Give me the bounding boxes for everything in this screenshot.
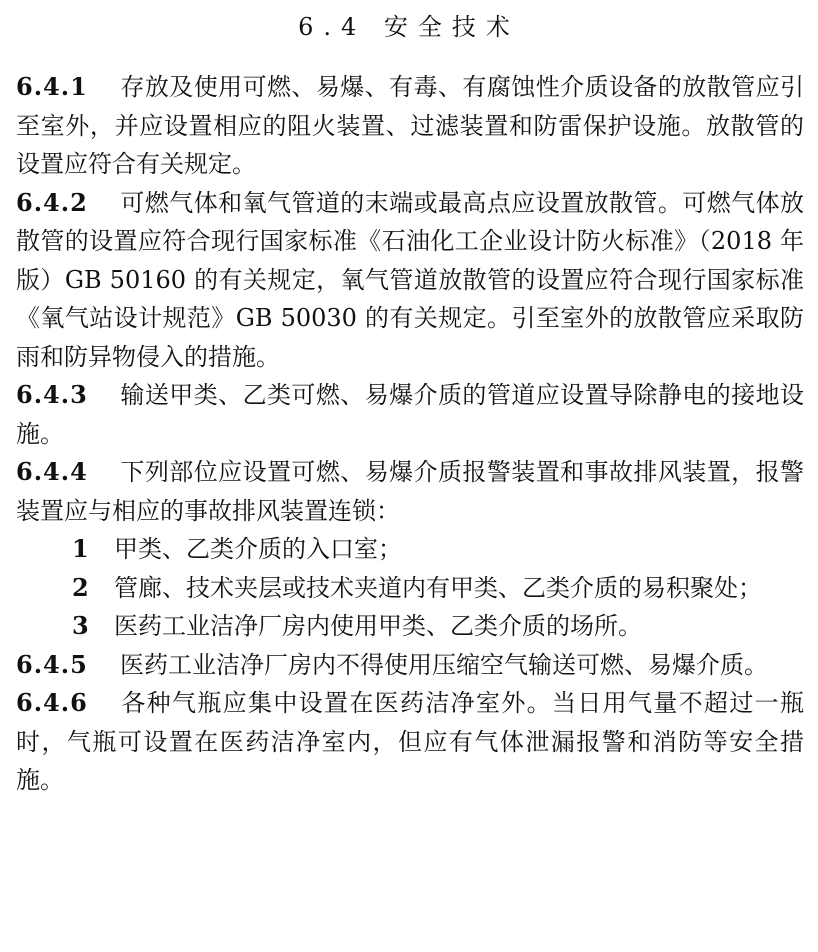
clause-6-4-5: [16, 646, 804, 685]
section-number: 6.4: [298, 13, 367, 41]
section-heading: 安全技术: [383, 13, 520, 41]
clause-6-4-3: [16, 376, 804, 453]
clause-number: 6.4.6: [16, 688, 88, 717]
clause-number: 6.4.5: [16, 649, 88, 679]
list-item-number: 2: [72, 572, 89, 602]
clause-text: 输送甲类、乙类可燃、易爆介质的管道应设置导除静电的接地设施。: [16, 381, 804, 448]
clause-text: 存放及使用可燃、易爆、有毒、有腐蚀性介质设备的放散管应引至室外，并应设置相应的阻火装置、过滤装置和防雷保护设施。放散管的设置应符合有关规定。: [16, 73, 804, 178]
clause-6-4-2: [16, 184, 804, 377]
list-item: [16, 569, 804, 608]
list-item: [16, 530, 804, 569]
clause-6-4-1: [16, 68, 804, 184]
list-item: [16, 607, 804, 646]
section-body: [16, 68, 804, 800]
list-item-text: 甲类、乙类介质的入口室；: [114, 535, 402, 563]
list-item-number: 3: [72, 611, 89, 640]
clause-number: 6.4.3: [16, 380, 88, 409]
clause-text: 可燃气体和氧气管道的末端或最高点应设置放散管。可燃气体放散管的设置应符合现行国家标准《石油化工企业设计防火标准》（2018 年版）GB 50160 的有关规定，氧气管道放散管的设置应符合现行国家标准《氧气站设计规范》GB 50030 的有关规定。引至室外的放散管应采取防雨和防异物侵入的措施。: [16, 188, 804, 371]
clause-text: 下列部位应设置可燃、易爆介质报警装置和事故排风装置，报警装置应与相应的事故排风装置连锁：: [16, 458, 804, 525]
list-item-number: 1: [72, 534, 89, 563]
clause-text: 医药工业洁净厂房内不得使用压缩空气输送可燃、易爆介质。: [120, 650, 768, 679]
clause-number: 6.4.2: [16, 187, 88, 217]
clause-number: 6.4.1: [16, 72, 88, 101]
clause-6-4-4: [16, 453, 804, 530]
clause-6-4-6: [16, 684, 804, 800]
list-item-text: 管廊、技术夹层或技术夹道内有甲类、乙类介质的易积聚处；: [114, 573, 762, 602]
list-item-text: 医药工业洁净厂房内使用甲类、乙类介质的场所。: [114, 612, 642, 640]
section-title: [0, 10, 818, 44]
clause-text: 各种气瓶应集中设置在医药洁净室外。当日用气量不超过一瓶时，气瓶可设置在医药洁净室内，但应有气体泄漏报警和消防等安全措施。: [16, 689, 804, 794]
clause-number: 6.4.4: [16, 457, 88, 486]
